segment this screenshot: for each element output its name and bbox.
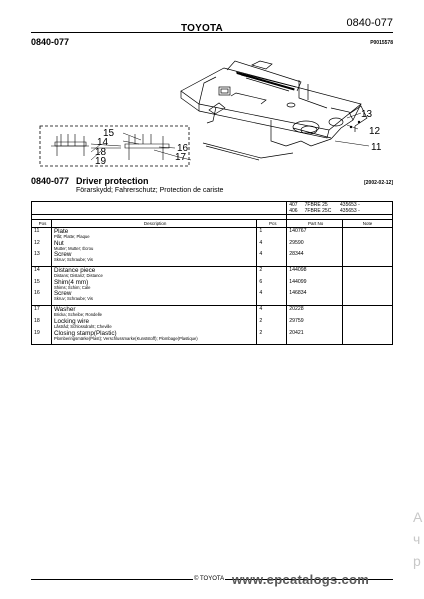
- callout-19: 19: [95, 156, 107, 167]
- side-char: ч: [413, 531, 421, 547]
- part-no-cell: [287, 306, 343, 345]
- part-no-cell: [287, 228, 343, 267]
- model-list: [287, 202, 393, 215]
- copyright-text: © TOYOTA: [194, 576, 225, 582]
- pcs-value: 2: [259, 317, 263, 324]
- section-subtitle: Förarskydd; Fahrerschutz; Protection de cariste: [76, 187, 224, 194]
- figure-id: P0015578: [370, 40, 393, 46]
- column-header-description: Description: [51, 220, 256, 228]
- pcs-value: 2: [259, 329, 263, 336]
- pos-value: 19: [34, 329, 40, 336]
- pcs-value: 4: [259, 239, 263, 246]
- description-cell: [51, 228, 256, 267]
- pcs-cell: [257, 306, 287, 345]
- callout-12: 12: [369, 126, 381, 137]
- part-translation: Plåt; Platte; Plaque: [53, 234, 90, 239]
- section-code: 0840-077: [31, 176, 70, 186]
- pos-value: 13: [34, 251, 40, 258]
- part-no-value: 29759: [289, 317, 304, 324]
- pos-value: 17: [34, 306, 40, 313]
- pcs-value: 4: [259, 306, 263, 313]
- part-no-value: 28344: [289, 251, 304, 258]
- page-code: 0840-077: [346, 17, 393, 29]
- part-translation: Shims; Schim; Cale: [53, 284, 91, 290]
- exploded-view-diagram: [31, 48, 393, 168]
- pcs-cell: [257, 228, 287, 267]
- part-no-cell: [287, 267, 343, 306]
- pos-value: 12: [34, 239, 40, 246]
- side-overlay-text: [413, 506, 424, 572]
- model-serial: 435653 -: [340, 202, 360, 208]
- parts-table: [31, 201, 393, 345]
- model-name: 7FBRE 25: [304, 202, 328, 208]
- description-cell: [51, 306, 256, 345]
- pos-cell: [32, 306, 52, 345]
- callout-18: 18: [95, 147, 107, 158]
- table-row-group: [32, 306, 393, 345]
- callout-14: 14: [97, 137, 109, 148]
- description-cell: [51, 267, 256, 306]
- callout-11: 11: [371, 142, 382, 153]
- part-translation: Skruv; Schraube; Vis: [53, 296, 93, 302]
- callout-16: 16: [177, 143, 189, 154]
- brand-name: TOYOTA: [181, 23, 223, 34]
- part-name: Screw: [53, 290, 72, 298]
- column-header-part-no: Part No: [287, 220, 343, 228]
- part-name: Screw: [53, 251, 72, 259]
- model-name: 7FBRE 25C: [304, 208, 332, 214]
- part-no-value: 20421: [289, 329, 304, 336]
- note-cell: [343, 306, 393, 345]
- pcs-value: 4: [259, 251, 263, 258]
- model-code: 406: [289, 208, 298, 214]
- table-row-group: [32, 228, 393, 267]
- part-no-value: 29590: [289, 239, 304, 246]
- part-translation: Distans; Distanz; Distance: [53, 273, 103, 279]
- part-name: Closing stamp(Plastic): [53, 329, 117, 337]
- model-serial: 435653 -: [340, 208, 360, 214]
- pos-value: 18: [34, 317, 40, 324]
- part-name: Washer: [53, 306, 76, 314]
- model-row-2: [289, 208, 390, 214]
- part-name: Plate: [53, 228, 69, 235]
- part-no-value: 20228: [289, 306, 304, 313]
- pcs-cell: [257, 267, 287, 306]
- note-cell: [343, 267, 393, 306]
- pos-value: 15: [34, 278, 40, 285]
- figure-code: 0840-077: [31, 37, 70, 47]
- part-name: Locking wire: [53, 317, 89, 325]
- table-row-group: [32, 267, 393, 306]
- pos-value: 11: [34, 228, 40, 234]
- pos-cell: [32, 267, 52, 306]
- model-header-row: [32, 202, 393, 215]
- pos-cell: [32, 228, 52, 267]
- note-cell: [343, 228, 393, 267]
- part-translation: Bricka; Scheibe; Rondelle: [53, 312, 102, 318]
- part-no-value: 144099: [289, 278, 307, 285]
- part-name: Nut: [53, 239, 64, 247]
- part-no-value: 146834: [289, 290, 307, 297]
- part-translation: Mutter; Mutter; Écrou: [53, 245, 94, 251]
- pos-value: 14: [34, 267, 40, 274]
- column-header-row: [32, 220, 393, 228]
- part-translation: Plomberingsmärke(Plast); Verschlussmarke(Kunststoff); Plombage(Plastique): [53, 335, 198, 341]
- side-char: р: [413, 553, 421, 569]
- pcs-value: 6: [259, 278, 263, 285]
- model-code: 407: [289, 202, 298, 208]
- column-header-pcs: Pcs: [257, 220, 287, 228]
- pcs-value: 4: [259, 290, 263, 297]
- part-translation: Låstråd; Schlossdraht; Cheville: [53, 323, 112, 329]
- part-translation: Skruv; Schraube; Vis: [53, 257, 93, 263]
- part-no-value: 144098: [289, 267, 307, 274]
- pcs-value: 2: [259, 267, 263, 274]
- section-title: Driver protection: [76, 176, 149, 186]
- column-header-note: Note: [343, 220, 393, 228]
- callout-13: 13: [361, 109, 373, 120]
- callout-15: 15: [103, 128, 115, 139]
- part-name: Shim(4 mm): [53, 278, 89, 286]
- pos-value: 16: [34, 290, 40, 297]
- callout-17: 17: [175, 152, 187, 163]
- side-char: A: [413, 509, 423, 525]
- model-header-blank: [32, 202, 287, 215]
- part-name: Distance piece: [53, 267, 96, 275]
- section-date: [2002-02-12]: [364, 180, 393, 186]
- part-no-value: 140767: [289, 228, 307, 234]
- watermark-text: www.epcatalogs.com: [232, 572, 370, 587]
- column-header-pos: Pos: [32, 220, 52, 228]
- frame-drawing: [31, 48, 393, 168]
- pcs-value: 1: [259, 228, 263, 234]
